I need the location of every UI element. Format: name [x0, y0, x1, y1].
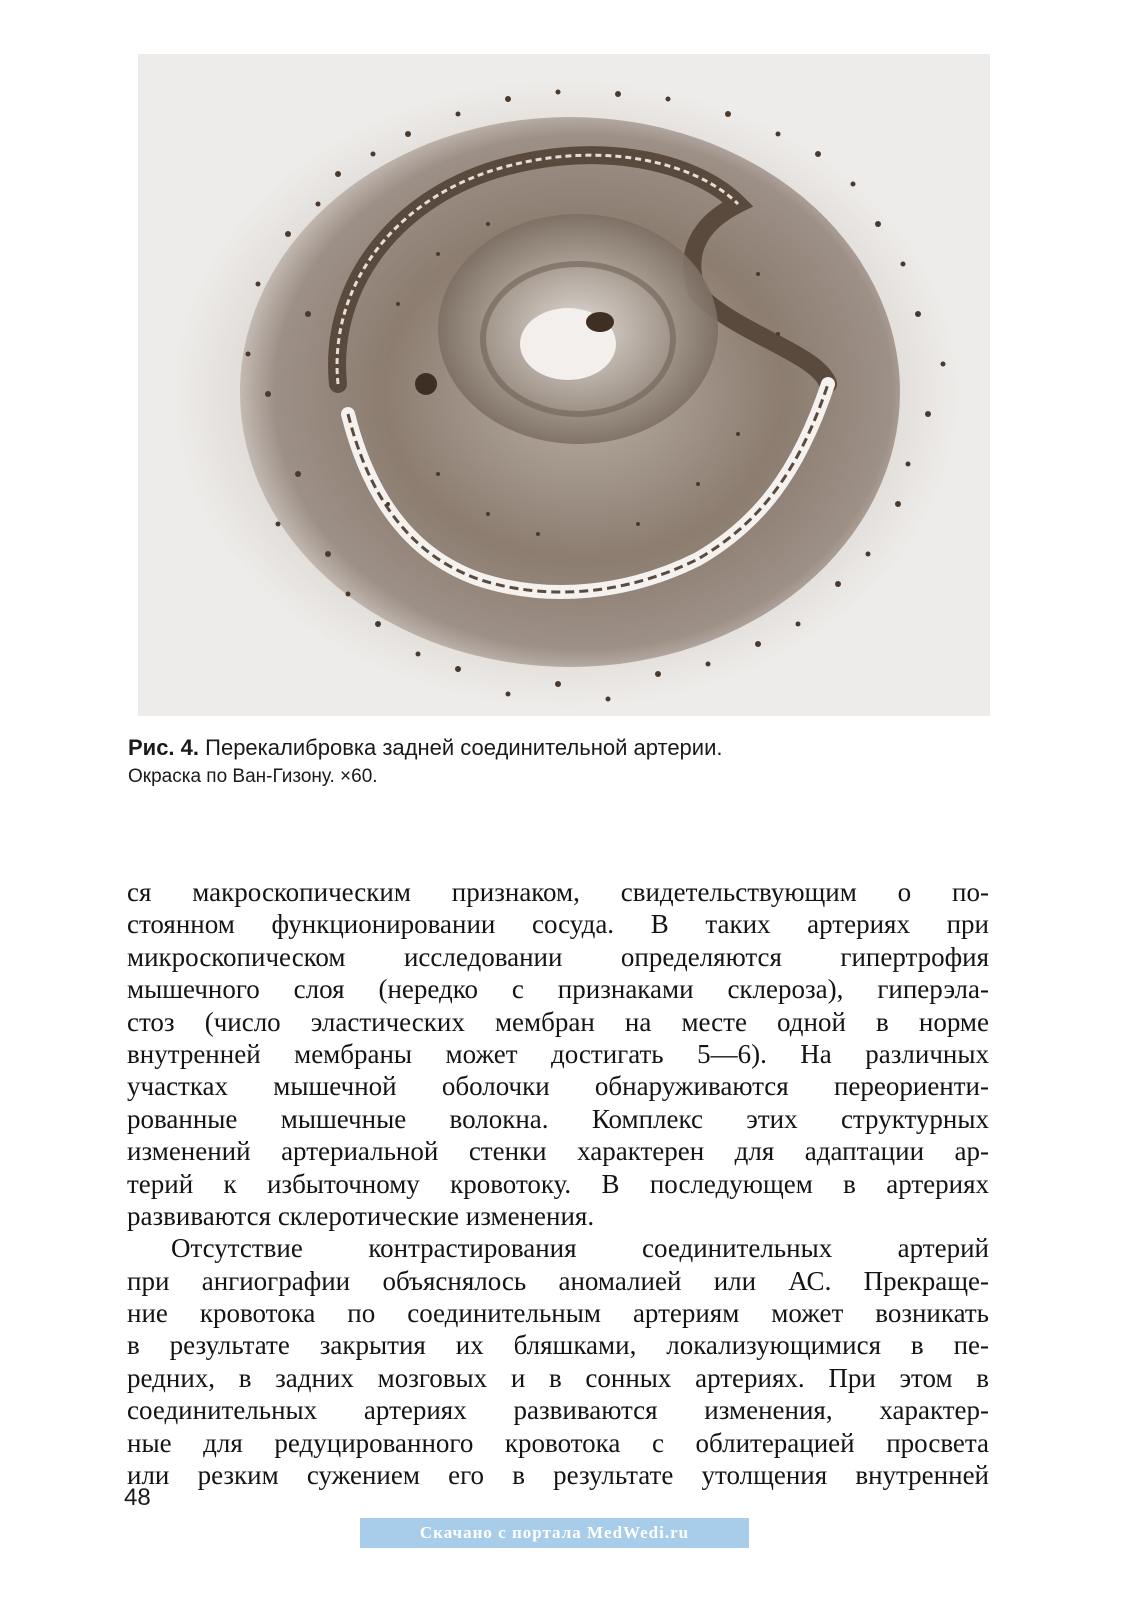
caption-label: Рис. 4. [128, 735, 200, 760]
text-line: редних, в задних мозговых и в сонных артериях. При этом в [127, 1362, 989, 1393]
caption-title-line [128, 733, 1008, 763]
text-line: изменений артериальной стенки характерен для адаптации ар- [127, 1136, 989, 1167]
caption-stain: Окраска по Ван-Гизону. ×60. [128, 766, 378, 787]
text-line: ные для редуцированного кровотока с облитерацией просвета [127, 1427, 989, 1458]
caption-title: Перекалибровка задней соединительной артерии. [205, 735, 723, 760]
figure-caption [128, 733, 1008, 791]
text-line: в результате закрытия их бляшками, локализующимися в пе- [127, 1330, 989, 1361]
text-line: терий к избыточному кровотоку. В последующем в артериях [127, 1168, 989, 1199]
text-line: Отсутствие контрастирования соединительных артерий [171, 1233, 989, 1264]
text-line: ние кровотока по соединительным артериям может возникать [127, 1298, 989, 1329]
text-line: соединительных артериях развиваются изменения, характер- [127, 1395, 989, 1426]
text-line: при ангиографии объяснялось аномалией или АС. Прекраще- [127, 1265, 989, 1296]
text-line: стоянном функционировании сосуда. В таких артериях при [127, 909, 989, 940]
text-line: мышечного слоя (нередко с признаками склероза), гиперэла- [127, 974, 989, 1005]
page-number: 48 [124, 1484, 151, 1511]
paragraph-1 [127, 876, 989, 1232]
paragraph-2 [127, 1232, 989, 1491]
text-line: стоз (число эластических мембран на месте одной в норме [127, 1006, 989, 1037]
text-line: внутренней мембраны может достигать 5—6). На различных [127, 1038, 989, 1069]
text-line: развиваются склеротические изменения. [127, 1200, 595, 1231]
text-line: участках мышечной оболочки обнаруживаются переориенти- [127, 1071, 989, 1102]
text-line: рованные мышечные волокна. Комплекс этих структурных [127, 1103, 989, 1134]
text-line: или резким сужением его в результате утолщения внутренней [127, 1460, 989, 1491]
body-text [127, 876, 989, 1491]
text-line: ся макроскопическим признаком, свидетельствующим о по- [127, 877, 989, 907]
histology-figure [138, 54, 990, 716]
text-line: микроскопическом исследовании определяются гипертрофия [127, 941, 989, 972]
watermark-banner[interactable]: Скачано с портала MedWedi.ru [360, 1518, 749, 1548]
artery-cross-section-image [138, 54, 990, 716]
